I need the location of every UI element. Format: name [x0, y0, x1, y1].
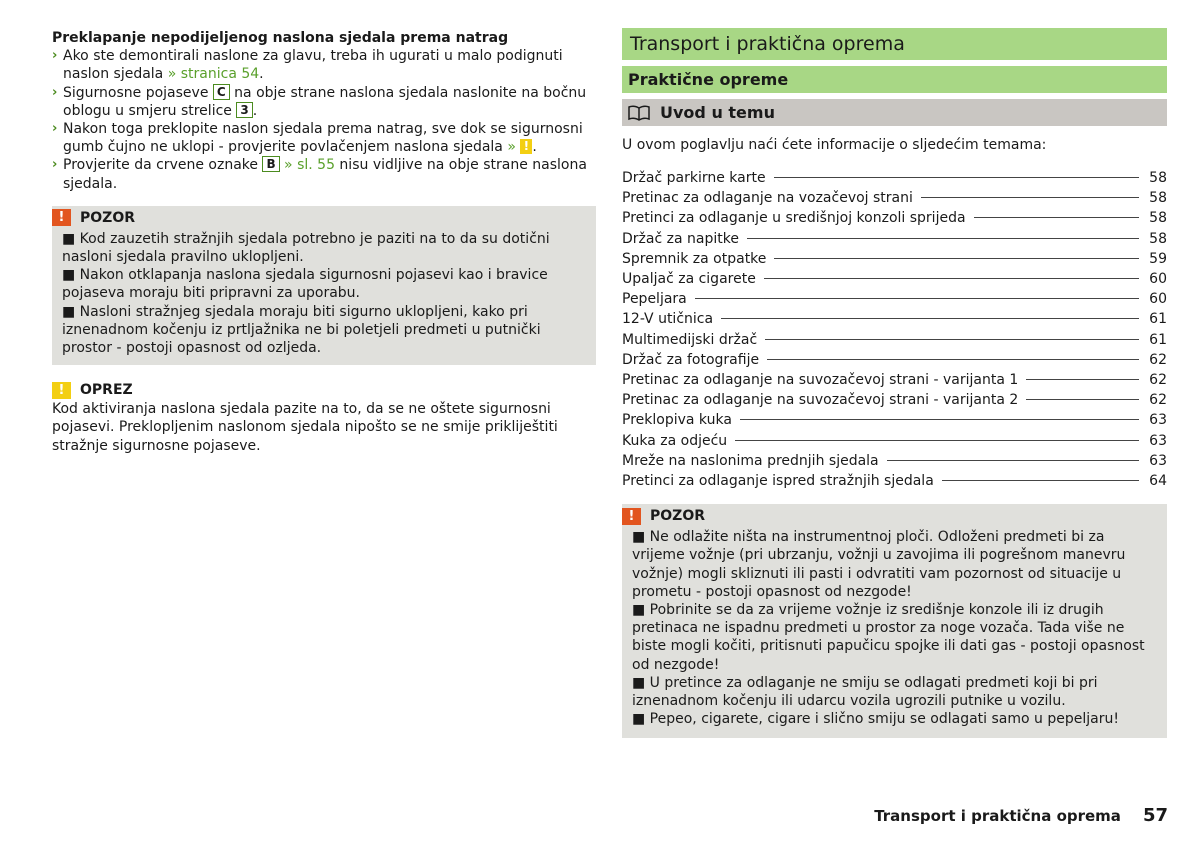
toc-entry[interactable] — [622, 309, 1167, 329]
warning-link[interactable]: » — [507, 139, 521, 156]
left-column — [52, 0, 596, 455]
warning-item: ■ U pretince za odlaganje ne smiju se odlagati predmeti koji bi pri iznenadnom kočenju ili udarcu vozila ugrozili putnike u vozilu. — [632, 674, 1098, 710]
warning-notice-right — [622, 504, 1167, 738]
warning-item: ■ Nasloni stražnjeg sjedala moraju biti sigurno uklopljeni, kako pri iznenadnom kočenju iz prtljažnika ne bi poletjeli predmeti u putnički prostor - postoji opasnost od ozljeda. — [62, 303, 541, 357]
warning-title: POZOR — [650, 508, 705, 525]
toc-entry[interactable] — [622, 390, 1167, 410]
table-of-contents — [622, 168, 1167, 491]
toc-leader — [774, 177, 1140, 178]
step-arrow-icon: › — [52, 157, 58, 173]
toc-entry-title: Držač za fotografije — [622, 351, 760, 368]
toc-entry-title: 12-V utičnica — [622, 311, 714, 328]
toc-page-number: 62 — [1149, 372, 1167, 389]
right-column — [622, 0, 1167, 738]
toc-entry[interactable] — [622, 471, 1167, 491]
toc-leader — [765, 339, 1139, 340]
toc-page-number: 60 — [1149, 291, 1167, 308]
toc-leader — [887, 460, 1140, 461]
toc-entry[interactable] — [622, 410, 1167, 430]
toc-entry[interactable] — [622, 289, 1167, 309]
toc-page-number: 64 — [1149, 473, 1167, 490]
toc-page-number: 59 — [1149, 250, 1167, 267]
page-link[interactable]: » stranica 54 — [167, 66, 260, 83]
warning-title: POZOR — [80, 209, 135, 226]
toc-page-number: 58 — [1149, 190, 1167, 207]
toc-entry-title: Držač za napitke — [622, 230, 739, 247]
toc-entry[interactable] — [622, 370, 1167, 390]
toc-entry[interactable] — [622, 269, 1167, 289]
toc-leader — [721, 318, 1139, 319]
step-4: › Provjerite da crvene oznake B » sl. 55 nisu vidljive na obje strane naslona sjedala. — [52, 157, 587, 192]
toc-entry-title: Pepeljara — [622, 291, 687, 308]
page-number: 57 — [1142, 805, 1168, 826]
toc-entry[interactable] — [622, 431, 1167, 451]
toc-entry-title: Pretinac za odlaganje na suvozačevoj strani - varijanta 1 — [622, 372, 1019, 389]
toc-page-number: 62 — [1149, 392, 1167, 409]
toc-entry[interactable] — [622, 330, 1167, 350]
callout-box-b: B — [262, 156, 279, 172]
caution-header — [52, 381, 596, 399]
toc-entry-title: Upaljač za cigarete — [622, 271, 756, 288]
warning-notice — [52, 206, 596, 365]
book-icon — [628, 105, 650, 121]
toc-entry-title: Pretinci za odlaganje u središnjoj konzoli sprijeda — [622, 210, 966, 227]
chapter-title: Transport i praktična oprema — [622, 28, 1167, 60]
toc-page-number: 63 — [1149, 452, 1167, 469]
toc-page-number: 58 — [1149, 210, 1167, 227]
step-arrow-icon: › — [52, 84, 58, 100]
danger-icon: ! — [52, 209, 71, 226]
warning-item: ■ Pobrinite se da za vrijeme vožnje iz središnje konzole ili iz drugih pretinaca ne ispadnu predmeti u prostor za noge vozača. Tada više ne biste mogli kočiti, pritisnuti papučicu spojke ili dati gas - postoji opasnost od nezgode! — [632, 602, 1145, 673]
step-1: › Ako ste demontirali naslone za glavu, treba ih ugurati u malo podignuti naslon sjedala » stranica 54. — [52, 48, 563, 83]
toc-leader — [695, 298, 1139, 299]
toc-page-number: 63 — [1149, 432, 1167, 449]
callout-box-3: 3 — [236, 102, 252, 118]
toc-entry[interactable] — [622, 229, 1167, 249]
toc-entry-title: Multimedijski držač — [622, 331, 758, 348]
toc-leader — [921, 197, 1139, 198]
toc-entry-title: Kuka za odjeću — [622, 432, 728, 449]
toc-leader — [747, 238, 1139, 239]
callout-box-c: C — [213, 84, 230, 100]
step-3: › Nakon toga preklopite naslon sjedala prema natrag, sve dok se sigurnosni gumb čujno ne uklopi - provjerite povlačenjem naslona sjedala » ! . — [52, 121, 583, 156]
danger-icon: ! — [622, 508, 641, 525]
intro-text: U ovom poglavlju naći ćete informacije o sljedećim temama: — [622, 137, 1047, 153]
step-arrow-icon: › — [52, 121, 58, 137]
toc-leader — [764, 278, 1139, 279]
toc-entry-title: Preklopiva kuka — [622, 412, 732, 429]
warning-icon: ! — [520, 139, 532, 154]
warning-item: ■ Pepeo, cigarete, cigare i slično smiju se odlagati samo u pepeljaru! — [632, 711, 1119, 728]
toc-page-number: 58 — [1149, 230, 1167, 247]
toc-entry-title: Pretinac za odlaganje na suvozačevoj strani - varijanta 2 — [622, 392, 1019, 409]
toc-leader — [767, 359, 1139, 360]
toc-entry-title: Mreže na naslonima prednjih sjedala — [622, 452, 879, 469]
step-arrow-icon: › — [52, 48, 58, 64]
toc-entry[interactable] — [622, 208, 1167, 228]
toc-entry[interactable] — [622, 249, 1167, 269]
toc-entry-title: Pretinci za odlaganje ispred stražnjih sjedala — [622, 473, 934, 490]
warning-item: ■ Ne odlažite ništa na instrumentnoj ploči. Odloženi predmeti bi za vrijeme vožnje (pri ubrzanju, vožnji u zavojima ili pogrešnom manevru vožnje) mogli skliznuti ili pasti i odvratiti vam pozornost od situacije u prometu - postoji opasnost od nezgode! — [632, 529, 1126, 600]
toc-page-number: 61 — [1149, 331, 1167, 348]
toc-entry-title: Držač parkirne karte — [622, 170, 766, 186]
toc-entry-title: Spremnik za otpatke — [622, 250, 767, 267]
toc-page-number: 61 — [1149, 311, 1167, 328]
warning-item: ■ Kod zauzetih stražnjih sjedala potrebno je paziti na to da su dotični nasloni sjedala pravilno uklopljeni. — [62, 230, 550, 266]
toc-leader — [942, 480, 1139, 481]
caution-text: Kod aktiviranja naslona sjedala pazite na to, da se ne oštete sigurnosni pojasevi. Preklopljenim naslonom sjedala nipošto se ne smije prikliještiti stražnje sigurnosne pojaseve. — [52, 401, 558, 454]
toc-leader — [774, 258, 1139, 259]
toc-entry[interactable] — [622, 451, 1167, 471]
subsection-title: Uvod u temu — [622, 99, 1167, 126]
toc-entry-title: Pretinac za odlaganje na vozačevoj strani — [622, 190, 913, 207]
toc-page-number: 63 — [1149, 412, 1167, 429]
caution-title: OPREZ — [80, 382, 133, 399]
toc-leader — [1026, 399, 1139, 400]
footer-title: Transport i praktična oprema — [874, 807, 1121, 825]
toc-page-number: 60 — [1149, 271, 1167, 288]
toc-leader — [735, 440, 1139, 441]
toc-entry[interactable] — [622, 188, 1167, 208]
caution-icon: ! — [52, 382, 71, 399]
step-2: › Sigurnosne pojaseve C na obje strane naslona sjedala naslonite na bočnu oblogu u smjeru strelice 3 . — [52, 84, 587, 119]
toc-page-number: 62 — [1149, 351, 1167, 368]
toc-entry[interactable] — [622, 350, 1167, 370]
section-heading: Preklapanje nepodijeljenog naslona sjedala prema natrag — [52, 30, 509, 46]
section-title: Praktične opreme — [622, 66, 1167, 93]
toc-leader — [974, 217, 1140, 218]
toc-leader — [740, 419, 1139, 420]
toc-leader — [1026, 379, 1139, 380]
warning-item: ■ Nakon otklapanja naslona sjedala sigurnosni pojasevi kao i bravice pojaseva moraju biti pripravni za uporabu. — [62, 267, 548, 302]
figure-link[interactable]: » sl. 55 — [279, 157, 335, 174]
toc-page-number: 58 — [1149, 170, 1167, 186]
page-footer — [874, 805, 1168, 826]
toc-entry[interactable] — [622, 168, 1167, 188]
